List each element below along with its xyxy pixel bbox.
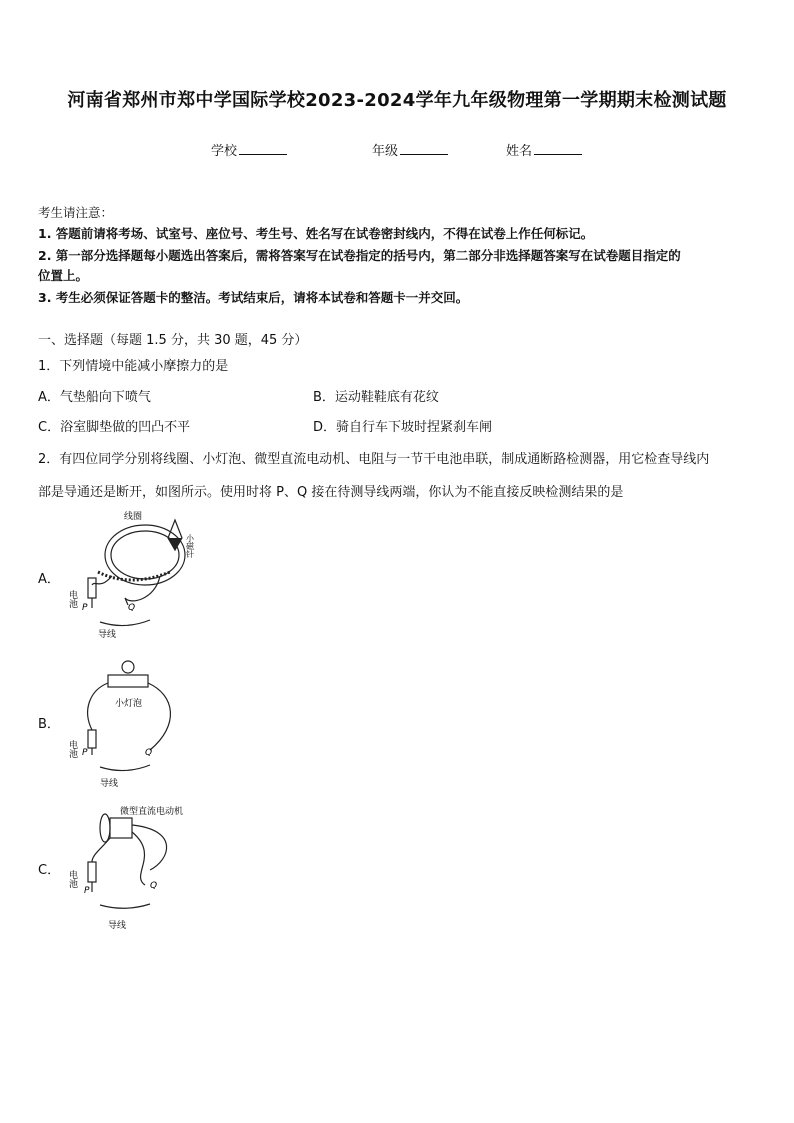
name-label: 姓名	[506, 144, 533, 159]
battery-label: 电池	[67, 590, 77, 608]
figure-a-label: A．	[38, 572, 60, 587]
wire-label: 导线	[98, 630, 117, 640]
terminal-p-label: P	[84, 886, 90, 896]
figure-b-bulb-diagram	[67, 655, 220, 790]
coil-label: 线圈	[124, 512, 143, 522]
wire-label: 导线	[108, 921, 127, 931]
wire-label: 导线	[100, 779, 119, 789]
terminal-q-label: Q	[150, 881, 158, 891]
figure-c-label: C．	[38, 863, 61, 878]
figure-a-coil-diagram	[67, 510, 220, 640]
grade-label: 年级	[372, 144, 399, 159]
name-field	[506, 140, 582, 159]
terminal-q-label: Q	[145, 748, 153, 758]
q1-option-a: A．气垫船向下喷气	[38, 390, 151, 405]
name-blank	[534, 142, 582, 155]
q1-option-b: B．运动鞋鞋底有花纹	[313, 390, 439, 405]
compass-label: 小磁针	[185, 534, 195, 558]
figure-b-label: B．	[38, 717, 60, 732]
q2-stem-line2: 部是导通还是断开，如图所示。使用时将 P、Q 接在待测导线两端，你认为不能直接反映检测结果的是	[38, 485, 624, 500]
school-field	[211, 140, 287, 159]
terminal-p-label: P	[82, 748, 88, 758]
q2-stem-line1: 2．有四位同学分别将线圈、小灯泡、微型直流电动机、电阻与一节干电池串联，制成通断路检测器，用它检查导线内	[38, 452, 710, 467]
battery-label: 电池	[67, 870, 77, 888]
terminal-q-label: Q	[128, 603, 136, 613]
notice-item-1: 1. 答题前请将考场、试室号、座位号、考生号、姓名写在试卷密封线内，不得在试卷上作任何标记。	[38, 226, 594, 241]
q1-option-d: D．骑自行车下坡时捏紧刹车闸	[313, 420, 493, 435]
school-label: 学校	[211, 144, 238, 159]
terminal-p-label: P	[82, 603, 88, 613]
section-heading: 一、选择题（每题 1.5 分，共 30 题，45 分）	[38, 333, 308, 348]
page-title: 河南省郑州市郑中学国际学校2023-2024学年九年级物理第一学期期末检测试题	[67, 90, 727, 111]
q1-stem: 1．下列情境中能减小摩擦力的是	[38, 359, 229, 374]
q1-option-c: C．浴室脚垫做的凹凸不平	[38, 420, 191, 435]
battery-label: 电池	[67, 740, 77, 758]
motor-label: 微型直流电动机	[120, 807, 184, 817]
grade-field	[372, 140, 448, 159]
figure-c-motor-diagram	[67, 800, 230, 940]
notice-item-2: 2. 第一部分选择题每小题选出答案后，需将答案写在试卷指定的括号内，第二部分非选择题答案写在试卷题目指定的	[38, 248, 681, 263]
school-blank	[239, 142, 287, 155]
notice-item-3: 3. 考生必须保证答题卡的整洁。考试结束后，请将本试卷和答题卡一并交回。	[38, 290, 469, 305]
grade-blank	[400, 142, 448, 155]
notice-item-2-cont: 位置上。	[38, 268, 89, 283]
notice-heading: 考生请注意：	[38, 205, 114, 220]
bulb-label: 小灯泡	[115, 699, 143, 709]
